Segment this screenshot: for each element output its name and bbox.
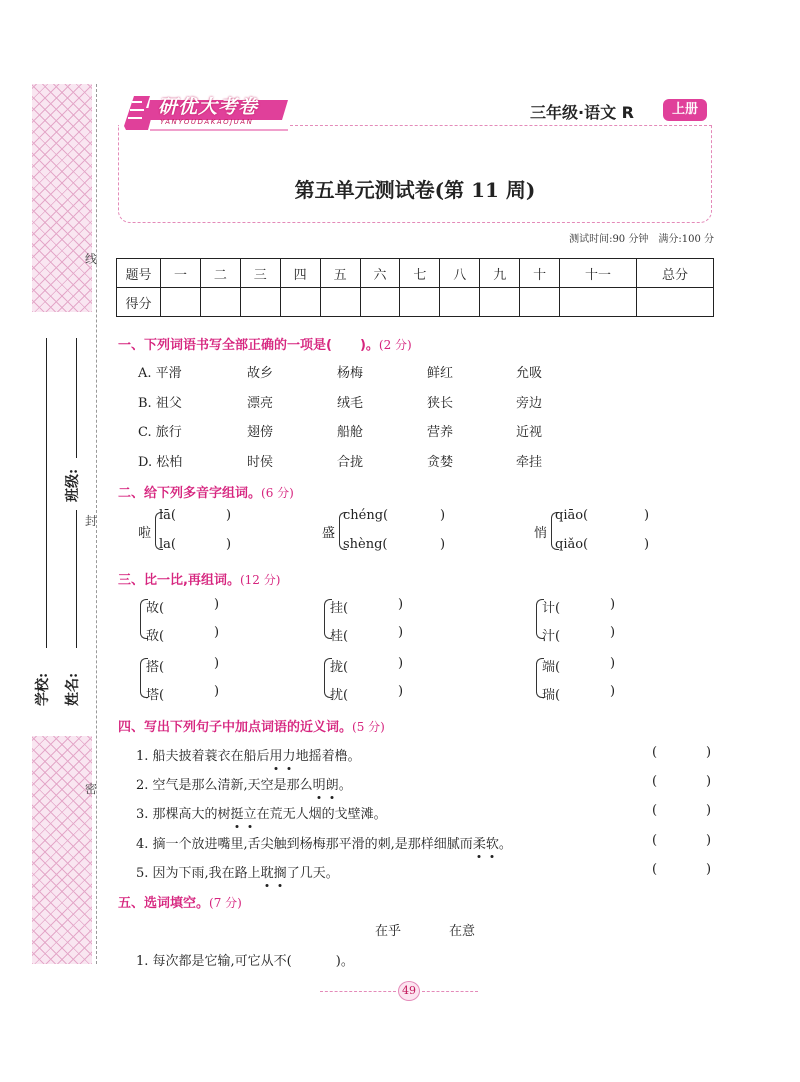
option-word: 故乡 bbox=[247, 366, 274, 381]
option-word: 时侯 bbox=[247, 455, 274, 470]
emphasis-dot-icon bbox=[318, 796, 321, 799]
score-input-cell[interactable] bbox=[240, 288, 280, 317]
exam-info: 测试时间:90 分钟 满分:100 分 bbox=[569, 234, 714, 245]
score-head-cell: 五 bbox=[320, 259, 360, 288]
compare-char: 计( bbox=[542, 601, 561, 616]
emphasis-dot-icon bbox=[288, 767, 291, 770]
paren-close: ) bbox=[398, 684, 404, 699]
section-5-title bbox=[118, 892, 242, 911]
emphasis-dot-icon bbox=[331, 796, 334, 799]
score-input-cell[interactable] bbox=[520, 288, 560, 317]
paren-close: ) bbox=[610, 656, 616, 671]
compare-char: 扰( bbox=[330, 688, 349, 703]
compare-char: 汁( bbox=[542, 629, 561, 644]
paren-open: ( bbox=[652, 803, 658, 818]
paren-open: ( bbox=[652, 862, 658, 877]
option-label-word: C. 旅行 bbox=[138, 425, 182, 440]
sentence-line bbox=[136, 803, 387, 822]
paren-close: ) bbox=[226, 508, 232, 523]
pinyin-entry: qiǎo( bbox=[555, 537, 589, 552]
school-label: 学校: bbox=[35, 672, 51, 706]
option-word: 贪婪 bbox=[427, 455, 454, 470]
option-word: 合拢 bbox=[337, 455, 364, 470]
word-answer-blank[interactable] bbox=[356, 656, 396, 672]
compare-char: 拢( bbox=[330, 660, 349, 675]
score-head-cell: 十 bbox=[520, 259, 560, 288]
pinyin-entry: chéng( bbox=[343, 508, 389, 523]
word-answer-blank[interactable] bbox=[356, 684, 396, 700]
section-2-points: (6 分) bbox=[261, 486, 294, 500]
score-input-cell[interactable] bbox=[400, 288, 440, 317]
school-write-line[interactable] bbox=[46, 338, 47, 648]
sentence-line bbox=[136, 745, 361, 764]
word-answer-blank[interactable] bbox=[568, 684, 608, 700]
page-number-line-left bbox=[320, 991, 396, 992]
dotted-word-text: 柔软 bbox=[472, 837, 499, 852]
binding-hatch-top bbox=[32, 84, 92, 312]
option-word: 旁边 bbox=[516, 396, 543, 411]
dotted-word bbox=[473, 837, 499, 852]
paren-close: ) bbox=[706, 774, 712, 789]
word-answer-blank[interactable] bbox=[594, 537, 664, 553]
brand-logo-subtitle: YANYOUDAKAOJUAN bbox=[160, 118, 254, 126]
score-row-label: 得分 bbox=[117, 288, 161, 317]
score-head-cell: 四 bbox=[280, 259, 320, 288]
section-4-title bbox=[118, 716, 385, 735]
paren-close: ) bbox=[610, 597, 616, 612]
word-answer-blank[interactable] bbox=[172, 656, 212, 672]
dotted-word-text: 明朗 bbox=[312, 778, 339, 793]
section-1-points: (2 分) bbox=[378, 338, 412, 352]
option-word: 允吸 bbox=[516, 366, 543, 381]
name-label: 姓名: bbox=[65, 672, 81, 706]
polyphonic-char: 啦 bbox=[138, 526, 152, 541]
score-head-cell: 六 bbox=[360, 259, 400, 288]
score-header-row bbox=[117, 259, 714, 288]
score-table bbox=[116, 258, 714, 317]
option-word: 鲜红 bbox=[427, 366, 454, 381]
volume-badge: 上册 bbox=[663, 99, 707, 121]
emphasis-dot-icon bbox=[266, 884, 269, 887]
dotted-word bbox=[261, 866, 287, 881]
option-word: 狭长 bbox=[427, 396, 454, 411]
word-answer-blank[interactable] bbox=[172, 684, 212, 700]
paren-close: ) bbox=[214, 597, 220, 612]
emphasis-dot-icon bbox=[249, 825, 252, 828]
dotted-word bbox=[270, 749, 296, 764]
paren-close: ) bbox=[644, 508, 650, 523]
compare-char: 塔( bbox=[146, 688, 165, 703]
word-answer-blank[interactable] bbox=[198, 537, 246, 553]
paren-open: ( bbox=[652, 833, 658, 848]
paren-close: ) bbox=[706, 833, 712, 848]
section-1-title-text: 一、下列词语书写全部正确的一项是( bbox=[118, 338, 332, 353]
sentence-line bbox=[136, 774, 352, 793]
paren-close: ) bbox=[214, 625, 220, 640]
section-3-points: (12 分) bbox=[239, 573, 281, 587]
score-input-cell[interactable] bbox=[480, 288, 520, 317]
sentence-text: 3. 那棵高大的树 bbox=[136, 807, 231, 822]
compare-char: 挂( bbox=[330, 601, 349, 616]
fill-question-1 bbox=[136, 950, 354, 969]
option-word: 船舱 bbox=[337, 425, 364, 440]
synonym-answer-blank[interactable] bbox=[662, 833, 702, 849]
score-head-cell: 总分 bbox=[636, 259, 713, 288]
paren-close: ) bbox=[440, 508, 446, 523]
option-label-word: D. 松柏 bbox=[138, 455, 183, 470]
option-word: 牵挂 bbox=[516, 455, 543, 470]
compare-char: 桂( bbox=[330, 629, 349, 644]
dotted-word bbox=[231, 807, 257, 822]
score-input-cell[interactable] bbox=[280, 288, 320, 317]
compare-char: 故( bbox=[146, 601, 165, 616]
word-answer-blank[interactable] bbox=[568, 597, 608, 613]
paren-close: ) bbox=[398, 597, 404, 612]
score-head-cell: 八 bbox=[440, 259, 480, 288]
sentence-text: 地摇着橹。 bbox=[295, 749, 361, 764]
grade-subject: 三年级·语文 R bbox=[530, 103, 634, 122]
section-1-title bbox=[118, 334, 412, 353]
score-value-row bbox=[117, 288, 714, 317]
dotted-word-text: 挺立 bbox=[230, 807, 257, 822]
paren-open: ( bbox=[652, 745, 658, 760]
compare-char: 端( bbox=[542, 660, 561, 675]
dotted-word bbox=[313, 778, 339, 793]
binding-word-seal: 封 bbox=[84, 514, 97, 528]
score-head-cell: 三 bbox=[240, 259, 280, 288]
fill-question-1-end: )。 bbox=[335, 954, 354, 969]
emphasis-dot-icon bbox=[279, 884, 282, 887]
section-2-title-text: 二、给下列多音字组词。 bbox=[118, 486, 262, 501]
section-5-points: (7 分) bbox=[209, 896, 242, 910]
option-word: 杨梅 bbox=[337, 366, 364, 381]
sentence-line bbox=[136, 862, 339, 881]
brand-logo-text: 研优大考卷 bbox=[158, 96, 259, 118]
word-answer-blank[interactable] bbox=[568, 656, 608, 672]
word-answer-blank[interactable] bbox=[356, 597, 396, 613]
section-2-title bbox=[118, 482, 294, 501]
class-label: 班级: bbox=[65, 468, 81, 502]
polyphonic-char: 悄 bbox=[534, 526, 548, 541]
paren-close: ) bbox=[610, 625, 616, 640]
compare-char: 搭( bbox=[146, 660, 165, 675]
emphasis-dot-icon bbox=[275, 767, 278, 770]
word-answer-blank[interactable] bbox=[594, 508, 664, 524]
paren-close: ) bbox=[214, 684, 220, 699]
binding-word-secret: 密 bbox=[84, 782, 97, 796]
option-label-word: B. 祖父 bbox=[138, 396, 182, 411]
word-answer-blank[interactable] bbox=[172, 597, 212, 613]
paren-close: ) bbox=[226, 537, 232, 552]
section-5-title-text: 五、选词填空。 bbox=[118, 896, 210, 911]
paren-close: ) bbox=[398, 625, 404, 640]
option-word: 近视 bbox=[516, 425, 543, 440]
sentence-text: 在荒无人烟的戈壁滩。 bbox=[256, 807, 387, 822]
score-input-cell[interactable] bbox=[636, 288, 713, 317]
word-answer-blank[interactable] bbox=[382, 508, 460, 524]
section-4-points: (5 分) bbox=[352, 720, 385, 734]
section-4-title-text: 四、写出下列句子中加点词语的近义词。 bbox=[118, 720, 353, 735]
compare-char: 敌( bbox=[146, 629, 165, 644]
synonym-answer-blank[interactable] bbox=[662, 862, 702, 878]
word-answer-blank[interactable] bbox=[568, 625, 608, 641]
choice-word-2: 在意 bbox=[449, 924, 476, 939]
score-head-cell: 十一 bbox=[560, 259, 637, 288]
sentence-text: 。 bbox=[338, 778, 352, 793]
binding-word-line: 线 bbox=[84, 252, 97, 266]
score-head-cell: 一 bbox=[161, 259, 201, 288]
score-input-cell[interactable] bbox=[200, 288, 240, 317]
sentence-text: 4. 摘一个放进嘴里,舌尖触到杨梅那平滑的刺,是那样细腻而 bbox=[136, 837, 473, 852]
pinyin-entry: qiāo( bbox=[555, 508, 589, 523]
emphasis-dot-icon bbox=[491, 855, 494, 858]
sentence-text: 5. 因为下雨,我在路上 bbox=[136, 866, 261, 881]
page-number: 49 bbox=[398, 981, 420, 1001]
score-input-cell[interactable] bbox=[560, 288, 637, 317]
section-3-title bbox=[118, 569, 280, 588]
paren-close: ) bbox=[610, 684, 616, 699]
fill-question-1-text: 1. 每次都是它输,可它从不( bbox=[136, 954, 292, 969]
emphasis-dot-icon bbox=[478, 855, 481, 858]
dotted-word-text: 用力 bbox=[269, 749, 296, 764]
paren-close: ) bbox=[706, 745, 712, 760]
pinyin-entry: shèng( bbox=[343, 537, 388, 552]
pinyin-entry: la( bbox=[159, 537, 176, 552]
dotted-word-text: 耽搁 bbox=[260, 866, 287, 881]
sentence-text: 1. 船夫披着蓑衣在船后 bbox=[136, 749, 270, 764]
binding-hatch-bottom bbox=[32, 736, 92, 964]
score-head-cell: 九 bbox=[480, 259, 520, 288]
paren-close: ) bbox=[706, 862, 712, 877]
paren-close: ) bbox=[644, 537, 650, 552]
paren-close: ) bbox=[440, 537, 446, 552]
word-answer-blank[interactable] bbox=[382, 537, 460, 553]
class-write-line[interactable] bbox=[76, 338, 77, 458]
compare-char: 瑞( bbox=[542, 688, 561, 703]
page-title: 第五单元测试卷(第 11 周) bbox=[294, 178, 536, 202]
synonym-answer-blank[interactable] bbox=[662, 803, 702, 819]
sentence-text: 2. 空气是那么清新,天空是那么 bbox=[136, 778, 313, 793]
section-1-title-end: )。 bbox=[359, 338, 379, 353]
sentence-line bbox=[136, 833, 512, 852]
sentence-text: 。 bbox=[498, 837, 512, 852]
paren-close: ) bbox=[214, 656, 220, 671]
polyphonic-char: 盛 bbox=[322, 526, 336, 541]
word-answer-blank[interactable] bbox=[172, 625, 212, 641]
section-3-title-text: 三、比一比,再组词。 bbox=[118, 573, 240, 588]
word-answer-blank[interactable] bbox=[198, 508, 246, 524]
choice-word-1: 在乎 bbox=[375, 924, 402, 939]
score-input-cell[interactable] bbox=[161, 288, 201, 317]
paren-close: ) bbox=[706, 803, 712, 818]
sentence-text: 了几天。 bbox=[286, 866, 339, 881]
synonym-answer-blank[interactable] bbox=[662, 774, 702, 790]
option-word: 翅傍 bbox=[247, 425, 274, 440]
score-input-cell[interactable] bbox=[320, 288, 360, 317]
option-word: 营养 bbox=[427, 425, 454, 440]
title-frame-top bbox=[290, 125, 712, 126]
synonym-answer-blank[interactable] bbox=[662, 745, 702, 761]
score-head-cell: 题号 bbox=[117, 259, 161, 288]
paren-close: ) bbox=[398, 656, 404, 671]
word-answer-blank[interactable] bbox=[356, 625, 396, 641]
option-word: 漂亮 bbox=[247, 396, 274, 411]
paren-open: ( bbox=[652, 774, 658, 789]
score-input-cell[interactable] bbox=[360, 288, 400, 317]
pinyin-entry: lā( bbox=[159, 508, 176, 523]
page-number-line-right bbox=[422, 991, 478, 992]
score-head-cell: 二 bbox=[200, 259, 240, 288]
option-word: 绒毛 bbox=[337, 396, 364, 411]
score-input-cell[interactable] bbox=[440, 288, 480, 317]
emphasis-dot-icon bbox=[236, 825, 239, 828]
score-head-cell: 七 bbox=[400, 259, 440, 288]
option-label-word: A. 平滑 bbox=[138, 366, 182, 381]
name-write-line[interactable] bbox=[76, 510, 77, 648]
